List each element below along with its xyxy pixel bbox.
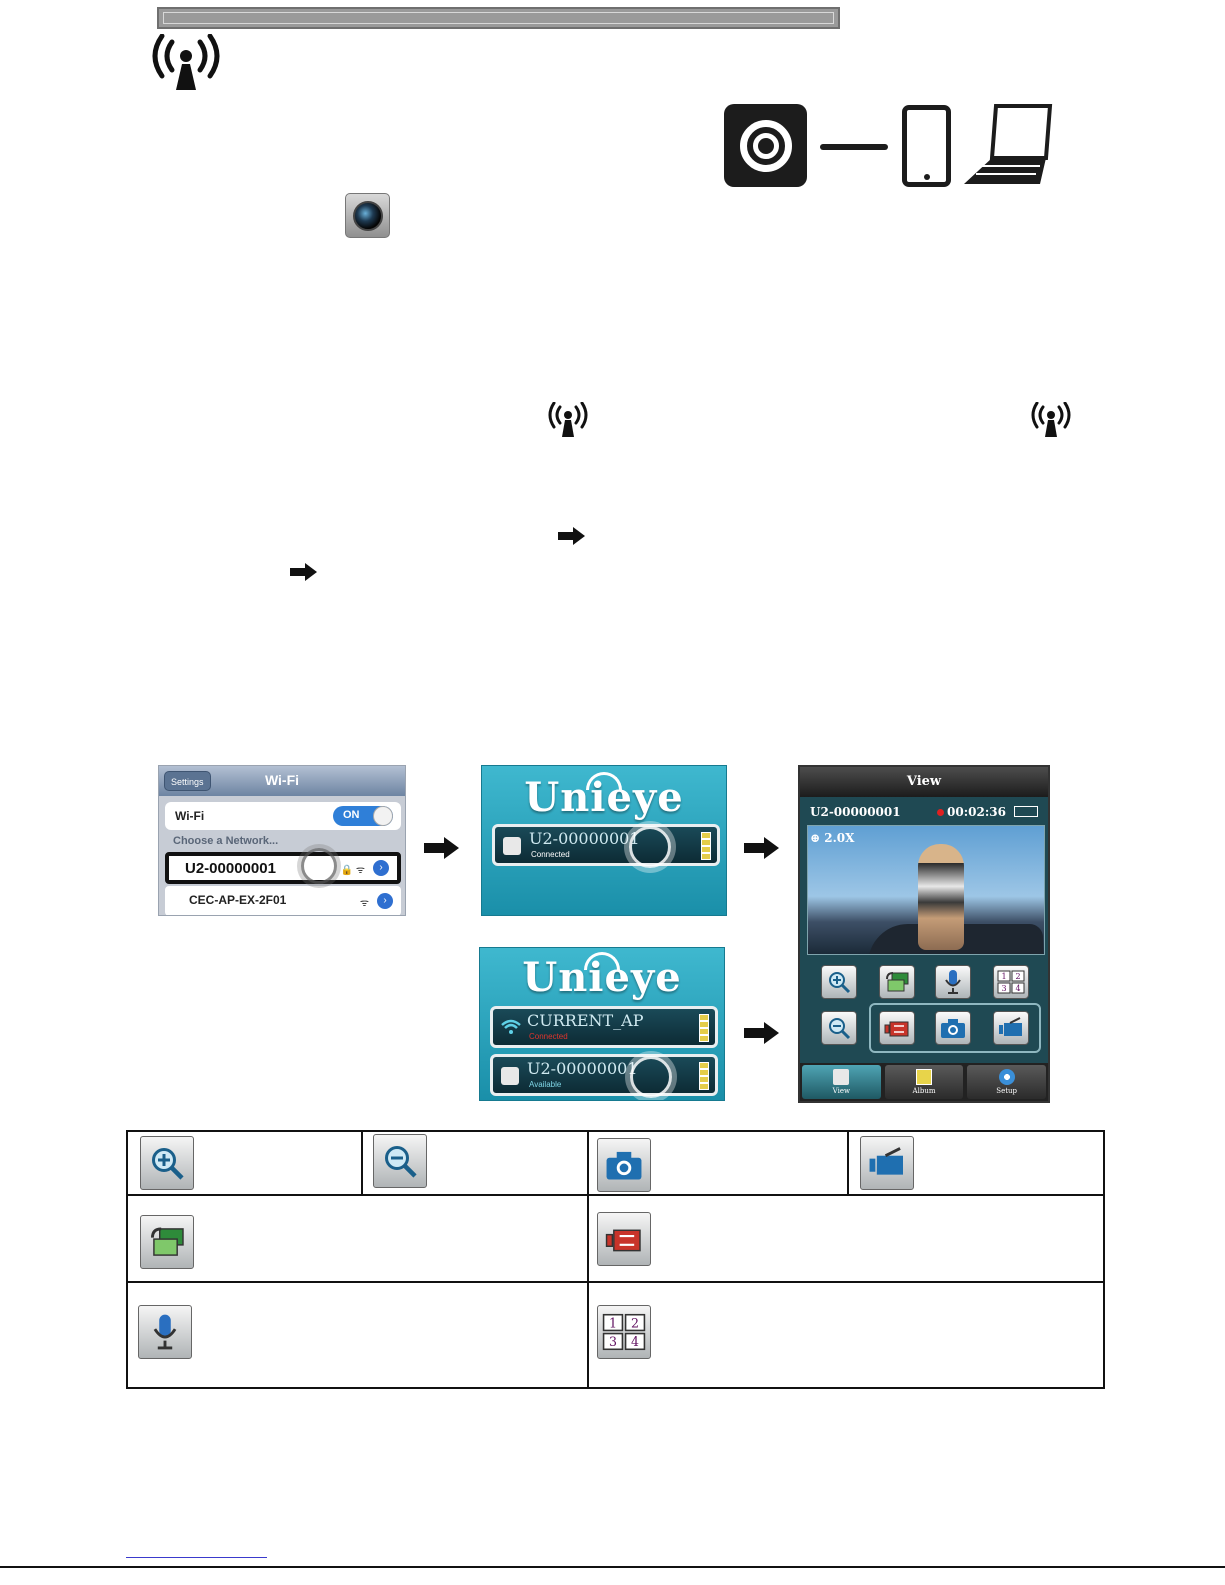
zoom-in-icon [140,1136,194,1190]
album-icon [916,1069,932,1085]
network-name: U2-00000001 [185,860,276,877]
zoom-out-icon [373,1134,427,1188]
tab-label: Setup [996,1087,1018,1095]
view-controls [807,959,1045,1059]
view-status-bar [810,805,1038,819]
grid-label: 3 [609,1334,617,1350]
video-record-button[interactable] [993,1011,1029,1045]
right-arrow-icon [744,1022,780,1044]
grid-label: 1 [609,1315,617,1331]
zoom-level: ⊕ 2.0X [810,831,855,845]
microphone-button[interactable] [935,965,971,999]
camera-app-icon [345,193,390,238]
record-toggle-icon [597,1212,651,1266]
section-header-bar [157,7,840,29]
device-list-item[interactable] [490,1006,718,1048]
connection-line [820,144,888,150]
camera-device-icon [501,1067,519,1085]
zoom-value: 2.0X [824,831,855,845]
signal-bars-icon [701,832,711,860]
tab-view[interactable] [802,1065,881,1099]
right-arrow-icon [558,527,586,545]
record-toggle-button[interactable] [879,1011,915,1045]
flip-image-icon [140,1215,194,1269]
wireless-broadcast-icon [1031,402,1071,443]
wifi-label: Wi-Fi [175,809,205,823]
view-title: View [800,767,1048,797]
wifi-icon: ᯤ [359,898,369,909]
ios-wifi-screenshot [158,765,406,916]
smartphone-icon [902,105,951,187]
right-arrow-icon [744,837,780,859]
signal-bars-icon [699,1014,709,1042]
snapshot-button[interactable] [935,1011,971,1045]
view-tab-icon [833,1069,849,1085]
tap-gesture-icon [301,848,337,884]
device-status: Connected [531,850,570,859]
quad-view-button[interactable] [993,965,1029,999]
wifi-icon [501,1019,519,1037]
ios-nav-bar [159,766,405,796]
ios-title: Wi-Fi [264,772,300,788]
device-list-item[interactable] [492,824,720,866]
network-row-cec[interactable] [165,886,401,916]
wifi-toggle-row [165,802,401,830]
footer-link-underline[interactable] [126,1557,267,1558]
laptop-icon [962,104,1054,193]
footer-rule [0,1566,1225,1568]
unieye-logo: Unieye [522,954,682,1001]
camera-device-icon [503,837,521,855]
icon-legend-table [126,1130,1105,1389]
record-timer: 00:02:36 [937,805,1006,819]
chevron-right-icon[interactable]: › [377,893,393,909]
view-tab-bar [800,1063,1048,1101]
grid-label: 4 [1015,984,1021,993]
network-name: CEC-AP-EX-2F01 [189,893,287,907]
network-row-u2[interactable] [165,852,401,884]
signal-bars-icon [699,1062,709,1090]
unieye-logo: Unieye [524,774,684,821]
snapshot-icon [597,1138,651,1192]
battery-icon [1014,806,1038,817]
wireless-broadcast-icon [152,34,220,92]
gear-icon [999,1069,1015,1085]
tap-gesture-icon [629,826,671,868]
camera-ring-icon [724,104,807,187]
tab-setup[interactable] [967,1065,1046,1099]
video-record-icon [860,1136,914,1190]
device-status: Available [529,1080,562,1089]
tab-label: Album [912,1087,936,1095]
wifi-toggle[interactable] [333,806,393,826]
wireless-broadcast-icon [548,402,588,443]
settings-back-button[interactable]: Settings [164,771,211,791]
tap-gesture-icon [630,1056,672,1098]
unieye-available-screenshot [479,947,725,1101]
choose-network-label: Choose a Network... [173,835,279,847]
grid-label: 4 [631,1334,639,1350]
unieye-connected-screenshot [481,765,727,916]
flip-image-button[interactable] [879,965,915,999]
tab-label: View [832,1087,850,1095]
quad-view-icon [597,1305,651,1359]
right-arrow-icon [290,563,318,581]
view-screenshot [798,765,1050,1103]
device-list-item[interactable] [490,1054,718,1096]
chevron-right-icon[interactable]: › [373,860,389,876]
device-status: Connected [529,1032,568,1041]
device-name: U2-00000001 [527,1059,638,1078]
device-name: U2-00000001 [810,805,901,819]
grid-label: 3 [1001,984,1007,993]
grid-label: 2 [1015,972,1021,981]
tab-album[interactable] [885,1065,964,1099]
right-arrow-icon [424,837,460,859]
zoom-in-button[interactable] [821,965,857,999]
toggle-on-label: ON [343,809,360,821]
microphone-icon [138,1305,192,1359]
grid-label: 2 [631,1315,639,1331]
grid-label: 1 [1001,972,1007,981]
lock-wifi-icon: 🔒 ᯤ [340,865,365,876]
zoom-out-button[interactable] [821,1011,857,1045]
device-name: CURRENT_AP [527,1011,644,1030]
device-name: U2-00000001 [529,829,640,848]
